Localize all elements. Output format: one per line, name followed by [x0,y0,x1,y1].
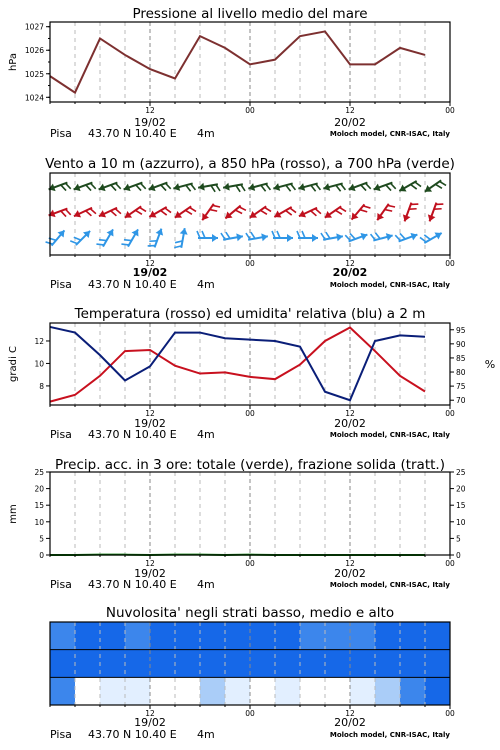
wind-10m-arrow [420,227,444,247]
x-tick-label: 12 [145,559,155,568]
cloud-cell [75,677,101,705]
arrow-barb [366,182,371,190]
cloud-cell [125,650,151,678]
wind-700-arrow [47,178,70,196]
y-tick-label: 1026 [24,46,44,56]
model-credit: Moloch model, CNR-ISAC, Italy [329,281,450,289]
cloud-cell [275,650,301,678]
y-tick-label: 10 [34,359,44,369]
cloud-cell [75,622,101,650]
pressure-line [50,31,425,92]
cloud-cell [275,622,301,650]
cloud-cell [225,650,251,678]
cloud-cell [350,622,376,650]
arrow-head [410,231,418,241]
wind-700-arrow [272,179,295,195]
location-elevation: 4m [197,278,215,291]
wind-10m-arrow [221,229,244,243]
arrow-head [97,210,106,220]
temp-ylabel: gradi C [8,346,19,382]
cloud-cell [175,650,201,678]
cloud-cell [425,650,451,678]
pressure-title: Pressione al livello medio del mare [132,6,368,22]
wind-850-arrow [297,204,321,223]
arrow-barb [166,182,171,190]
location-place: Pisa [50,278,72,291]
plot-frame [50,22,450,102]
wind-700-arrow [247,179,270,195]
arrow-barb [148,243,156,248]
date-label: 20/02 [334,567,366,580]
arrow-head [212,234,218,242]
x-tick-label: 00 [445,106,455,115]
location-elevation: 4m [197,127,215,140]
cloud-cell [350,650,376,678]
cloud-cell [100,622,126,650]
x-tick-label: 00 [445,409,455,418]
arrow-barb [191,183,196,191]
arrow-barb [86,209,92,217]
y2-tick-label: 95 [456,325,466,335]
wind-10m-arrow [246,229,269,243]
arrow-head [272,211,281,221]
location-place: Pisa [50,428,72,441]
x-tick-label: 00 [245,559,255,568]
cloud-cell [75,650,101,678]
wind-10m-arrow [96,226,116,250]
wind-700-arrow [372,178,395,196]
x-tick-label: 12 [145,409,155,418]
arrow-barb [116,182,121,190]
wind-850-arrow [374,201,395,225]
y2-tick-label: 70 [456,396,466,406]
arrow-barb [277,231,280,238]
cloud-cell [100,650,126,678]
arrow-barb [302,231,305,238]
humidity-ylabel: % [484,358,496,371]
arrow-head [434,230,443,240]
location-coords: 43.70 N 10.40 E [88,578,177,591]
wind-850-arrow [173,202,197,223]
wind-700-arrow [297,179,320,195]
location-elevation: 4m [197,428,215,441]
location-elevation: 4m [197,578,215,591]
wind-700-arrow [172,179,195,195]
arrow-barb [90,207,96,215]
wind-850-arrow [323,202,347,223]
arrow-barb [341,183,346,191]
cloud-cell [250,650,276,678]
location-coords: 43.70 N 10.40 E [88,728,177,741]
y2-tick-label: 25 [456,468,466,477]
y2-tick-label: 85 [456,353,466,363]
y2-tick-label: 0 [456,551,461,560]
arrow-barb [91,182,96,190]
wind-700-arrow [197,180,220,194]
wind-10m-arrow [46,226,68,249]
arrow-head [47,210,55,220]
arrow-head [72,210,81,220]
location-coords: 43.70 N 10.40 E [88,127,177,140]
arrow-head [147,211,156,221]
wind-700-arrow [147,178,170,196]
y2-tick-label: 5 [456,534,461,544]
wind-700-arrow [347,178,370,196]
cloud-cell [375,650,401,678]
y2-tick-label: 80 [456,368,466,378]
y2-tick-label: 20 [456,484,466,494]
wind-850-arrow [72,204,96,223]
arrow-barb [315,207,321,215]
location-elevation: 4m [197,728,215,741]
x-tick-label: 12 [145,106,155,115]
cloud-cell [350,677,376,705]
arrow-barb [66,208,71,216]
cloud-cell [125,622,151,650]
model-credit: Moloch model, CNR-ISAC, Italy [329,431,450,439]
x-tick-label: 00 [445,259,455,268]
wind-700-arrow [122,178,145,196]
arrow-head [72,184,80,194]
y-tick-label: 1024 [24,93,44,103]
cloud-cell [50,650,76,678]
cloud-cell [300,650,326,678]
y-tick-label: 0 [39,551,44,560]
cloud-cell [150,622,176,650]
cloud-cell [300,622,326,650]
cloud-cell [325,677,351,705]
wind-850-arrow [123,202,147,223]
wind-850-arrow [272,203,296,223]
arrow-head [287,234,293,242]
arrow-head [156,227,166,235]
x-tick-label: 12 [145,259,155,268]
cloud-cell [300,677,326,705]
arrow-barb [266,183,271,191]
x-tick-label: 12 [145,709,155,718]
x-tick-label: 00 [445,709,455,718]
date-label: 19/02 [134,417,166,430]
x-tick-label: 00 [445,559,455,568]
cloud-cell [250,622,276,650]
date-label: 20/02 [334,417,366,430]
humidity-line [50,327,425,400]
location-coords: 43.70 N 10.40 E [88,428,177,441]
x-tick-label: 12 [345,559,355,568]
arrow-head [147,184,155,194]
wind-850-arrow [199,201,220,225]
arrow-head [401,214,411,222]
wind-700-arrow [222,180,245,194]
cloud-cell [50,677,76,705]
arrow-head [347,184,355,194]
y-tick-label: 15 [34,501,44,511]
wind-10m-arrow [70,226,93,249]
cloud-cell [150,650,176,678]
wind-700-arrow [322,179,345,195]
cloud-cell [425,622,451,650]
y2-tick-label: 90 [456,339,466,349]
wind-850-arrow [97,204,121,223]
arrow-head [397,185,406,195]
y-tick-label: 1025 [24,69,44,79]
wind-10m-arrow [345,228,368,246]
date-label: 20/02 [334,716,366,729]
cloud-cell [325,650,351,678]
wind-10m-arrow [321,229,344,243]
wind-title: Vento a 10 m (azzurro), a 850 hPa (rosso), a 700 hPa (verde) [45,156,455,172]
arrow-head [107,227,117,236]
arrow-head [97,184,105,194]
arrow-barb [202,231,205,238]
x-tick-label: 12 [345,409,355,418]
y2-tick-label: 15 [456,501,466,511]
y-tick-label: 12 [34,336,44,346]
model-credit: Moloch model, CNR-ISAC, Italy [329,581,450,589]
model-credit: Moloch model, CNR-ISAC, Italy [329,731,450,739]
cloud-cell [150,677,176,705]
cloud-cell [250,677,276,705]
arrow-barb [436,202,444,207]
wind-10m-arrow [395,228,418,246]
arrow-barb [391,182,396,190]
arrow-head [426,214,436,222]
x-tick-label: 12 [345,106,355,115]
cloud-cell [325,622,351,650]
cloud-cell [175,622,201,650]
date-label: 19/02 [134,567,166,580]
date-label: 20/02 [332,266,368,279]
cloud-cell [50,622,76,650]
cloud-cell [225,677,251,705]
cloud-cell [425,677,451,705]
arrow-barb [311,209,317,217]
wind-10m-arrow [121,226,141,250]
wind-850-arrow [47,204,70,222]
arrow-head [132,227,142,236]
arrow-barb [66,182,71,190]
cloud-cell [125,677,151,705]
wind-10m-arrow [371,229,394,245]
wind-850-arrow [223,202,246,224]
wind-700-arrow [397,177,421,197]
arrow-head [372,184,380,194]
arrow-head [47,184,55,194]
y2-tick-label: 10 [456,517,466,527]
y2-tick-label: 75 [456,382,466,392]
arrow-head [312,234,318,242]
model-credit: Moloch model, CNR-ISAC, Italy [329,130,450,138]
arrow-barb [111,209,117,217]
date-label: 20/02 [334,116,366,129]
y-tick-label: 5 [39,534,44,544]
date-label: 19/02 [134,716,166,729]
arrow-head [122,184,130,194]
wind-700-arrow [423,176,447,197]
cloud-cell [100,677,126,705]
wind-850-arrow [349,201,371,224]
x-tick-label: 00 [245,709,255,718]
cloud-title: Nuvolosita' negli strati basso, medio e alto [105,605,395,621]
location-coords: 43.70 N 10.40 E [88,278,177,291]
wind-700-arrow [72,178,95,196]
cloud-cell [400,650,426,678]
x-tick-label: 12 [345,709,355,718]
wind-850-arrow [401,200,419,223]
cloud-cell [400,622,426,650]
arrow-barb [411,202,419,207]
date-label: 19/02 [132,266,168,279]
wind-850-arrow [147,203,171,223]
cloud-cell [200,650,226,678]
date-label: 19/02 [134,116,166,129]
cloud-cell [375,677,401,705]
cloud-cell [200,677,226,705]
x-tick-label: 00 [245,106,255,115]
location-place: Pisa [50,578,72,591]
pressure-ylabel: hPa [8,52,19,72]
cloud-cell [275,677,301,705]
cloud-cell [175,677,201,705]
arrow-barb [115,207,121,215]
arrow-barb [141,182,146,190]
precip-title: Precip. acc. in 3 ore: totale (verde), frazione solida (tratt.) [55,457,445,473]
cloud-cell [225,622,251,650]
arrow-head [297,210,306,220]
y-tick-label: 20 [34,484,44,494]
arrow-barb [291,183,296,191]
y-tick-label: 10 [34,517,44,527]
precip-ylabel: mm [8,504,19,524]
arrow-head [360,231,368,241]
arrow-barb [316,183,321,191]
y-tick-label: 25 [34,468,44,477]
wind-850-arrow [426,200,444,223]
location-place: Pisa [50,127,72,140]
location-place: Pisa [50,728,72,741]
cloud-cell [400,677,426,705]
wind-700-arrow [97,178,120,196]
y-tick-label: 8 [39,381,44,391]
wind-850-arrow [248,202,272,223]
temp-title: Temperatura (rosso) ed umidita' relativa (blu) a 2 m [74,306,426,322]
x-tick-label: 12 [345,259,355,268]
y-tick-label: 1027 [24,22,44,32]
cloud-cell [200,622,226,650]
x-tick-label: 00 [245,259,255,268]
wind-10m-arrow [174,227,188,250]
x-tick-label: 00 [245,409,255,418]
cloud-cell [375,622,401,650]
